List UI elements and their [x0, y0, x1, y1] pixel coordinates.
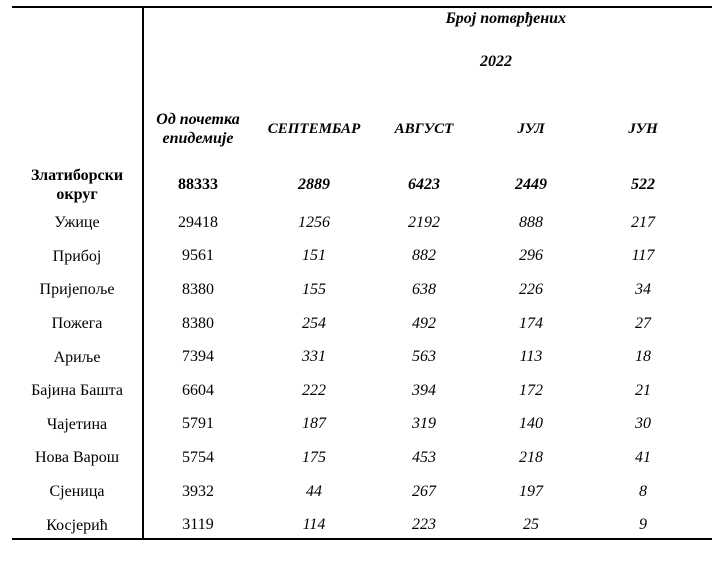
- cell-since-start: 7394: [182, 348, 214, 366]
- cell-august: 882: [412, 247, 436, 265]
- table-row: [12, 441, 712, 475]
- cell-since-start: 3932: [182, 482, 214, 500]
- cell-september: 155: [302, 280, 326, 298]
- cell-august: 2192: [408, 213, 440, 231]
- row-label: Златиборски округ: [30, 167, 124, 203]
- cell-july: 226: [519, 280, 543, 298]
- row-label: Ужице: [54, 214, 100, 232]
- cell-june: 9: [639, 516, 647, 534]
- table-row: [12, 475, 712, 509]
- row-label: Сјеница: [49, 483, 105, 501]
- table-row: [12, 206, 712, 240]
- cell-august: 223: [412, 516, 436, 534]
- table-row: [12, 408, 712, 442]
- row-label: Чајетина: [46, 415, 108, 433]
- top-rule: [12, 6, 712, 8]
- cell-june: 27: [635, 314, 651, 332]
- col-header-june: ЈУН: [628, 120, 658, 137]
- cell-august: 319: [412, 415, 436, 433]
- cell-june: 21: [635, 381, 651, 399]
- cell-july: 197: [519, 482, 543, 500]
- cell-june: 8: [639, 482, 647, 500]
- cell-june: 117: [631, 247, 655, 265]
- cell-june: 217: [631, 213, 655, 231]
- cell-july: 218: [519, 448, 543, 466]
- table-row-total: [12, 164, 712, 206]
- cell-august: 492: [412, 314, 436, 332]
- cell-since-start: 29418: [178, 213, 218, 231]
- cell-june: 30: [635, 415, 651, 433]
- cell-since-start: 8380: [182, 314, 214, 332]
- cell-since-start: 8380: [182, 280, 214, 298]
- cell-since-start: 9561: [182, 247, 214, 265]
- cell-september: 1256: [298, 213, 330, 231]
- cell-june: 41: [635, 448, 651, 466]
- cell-september: 175: [302, 448, 326, 466]
- col-header-since-start: Од почетка епидемије: [156, 111, 240, 147]
- cell-july: 140: [519, 415, 543, 433]
- cell-september: 114: [302, 516, 326, 534]
- row-label: Косјерић: [46, 516, 108, 534]
- cell-july: 888: [519, 213, 543, 231]
- table-row: [12, 240, 712, 274]
- cell-july: 2449: [515, 176, 547, 193]
- col-header-august: АВГУСТ: [394, 120, 454, 137]
- row-label: Пожега: [51, 315, 103, 333]
- confirmed-cases-table: [12, 6, 712, 540]
- row-label: Бајина Башта: [31, 382, 123, 400]
- cell-june: 522: [631, 176, 655, 193]
- cell-september: 254: [302, 314, 326, 332]
- table-body: [12, 164, 712, 542]
- cell-august: 563: [412, 348, 436, 366]
- cell-since-start: 88333: [178, 176, 218, 193]
- bottom-rule: [12, 538, 712, 540]
- cell-june: 34: [635, 280, 651, 298]
- cell-since-start: 5754: [182, 448, 214, 466]
- cell-since-start: 5791: [182, 415, 214, 433]
- cell-september: 151: [302, 247, 326, 265]
- row-label: Нова Варош: [34, 449, 120, 467]
- cell-since-start: 6604: [182, 381, 214, 399]
- group-title: Број потврђених: [445, 10, 566, 27]
- cell-august: 394: [412, 381, 436, 399]
- cell-august: 267: [412, 482, 436, 500]
- cell-september: 187: [302, 415, 326, 433]
- year-title: 2022: [480, 53, 512, 70]
- row-label: Пријепоље: [39, 281, 115, 299]
- cell-september: 2889: [298, 176, 330, 193]
- cell-since-start: 3119: [182, 516, 214, 534]
- table-row: [12, 307, 712, 341]
- col-header-july: ЈУЛ: [517, 120, 545, 137]
- table-row: [12, 340, 712, 374]
- row-label: Прибој: [52, 247, 102, 265]
- cell-september: 222: [302, 381, 326, 399]
- cell-august: 6423: [408, 176, 440, 193]
- cell-july: 113: [519, 348, 543, 366]
- cell-july: 172: [519, 381, 543, 399]
- cell-july: 296: [519, 247, 543, 265]
- table-row: [12, 508, 712, 542]
- table-row: [12, 273, 712, 307]
- cell-july: 25: [523, 516, 539, 534]
- cell-july: 174: [519, 314, 543, 332]
- col-header-september: СЕПТЕМБАР: [267, 120, 361, 137]
- cell-september: 331: [302, 348, 326, 366]
- cell-august: 638: [412, 280, 436, 298]
- cell-june: 18: [635, 348, 651, 366]
- cell-august: 453: [412, 448, 436, 466]
- row-label: Ариље: [53, 348, 101, 366]
- cell-september: 44: [306, 482, 322, 500]
- table-row: [12, 374, 712, 408]
